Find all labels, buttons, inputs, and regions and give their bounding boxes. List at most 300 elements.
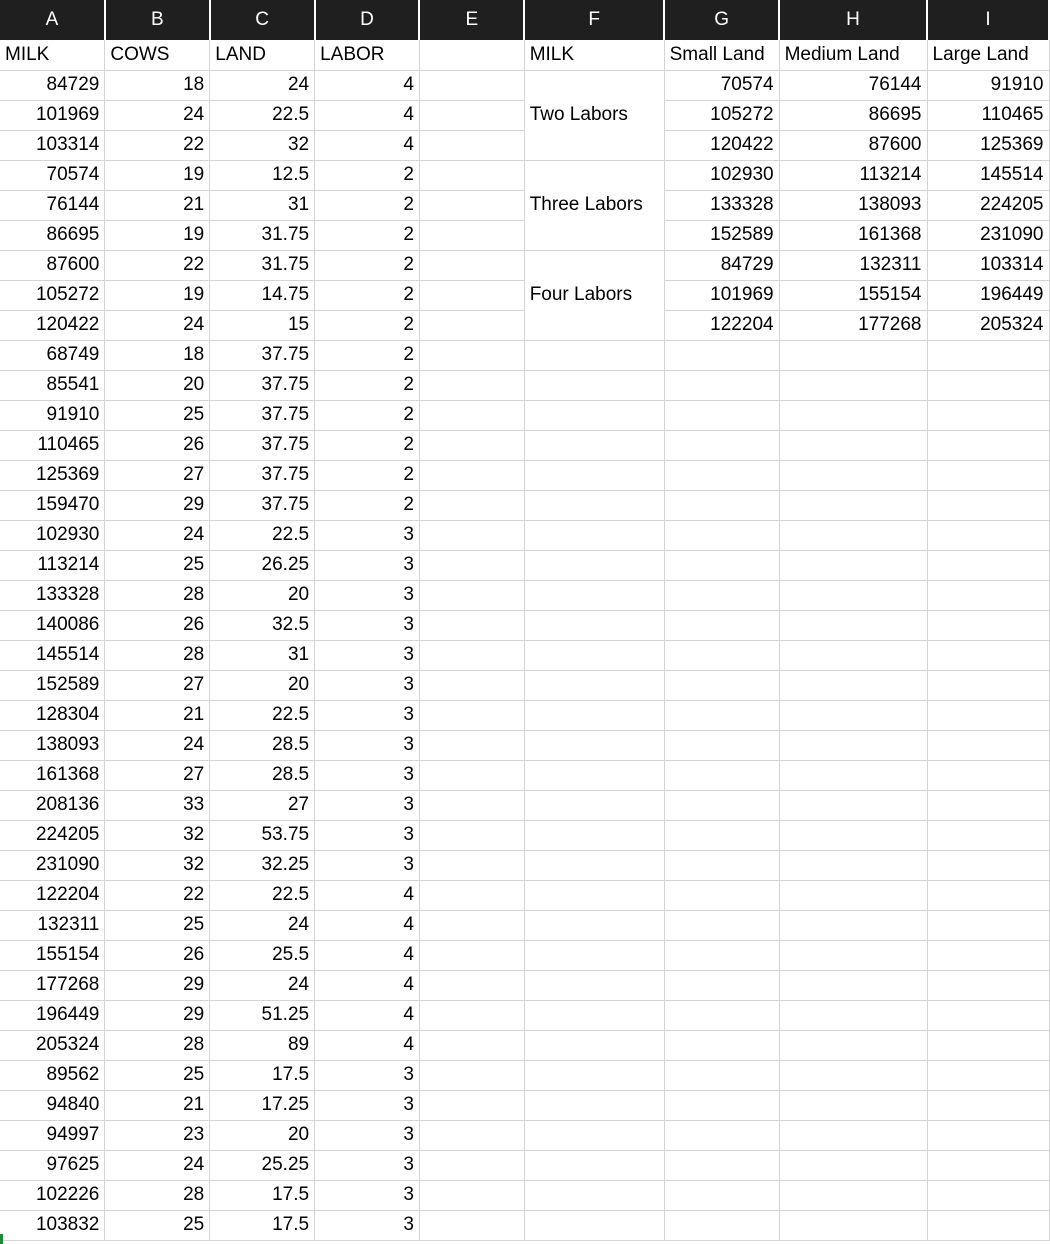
cell[interactable]: 31 [210, 640, 315, 670]
cell[interactable]: 4 [315, 70, 420, 100]
cell[interactable] [419, 730, 524, 760]
cell[interactable]: 122204 [0, 880, 105, 910]
cell[interactable] [419, 1030, 524, 1060]
cell[interactable] [927, 340, 1049, 370]
cell[interactable]: 87600 [0, 250, 105, 280]
cell[interactable] [779, 490, 927, 520]
cell[interactable] [419, 160, 524, 190]
cell[interactable] [419, 460, 524, 490]
cell[interactable] [419, 580, 524, 610]
cell[interactable] [419, 670, 524, 700]
cell[interactable] [664, 550, 779, 580]
cell[interactable] [419, 700, 524, 730]
cell[interactable]: 31 [210, 190, 315, 220]
cell[interactable]: 122204 [664, 310, 779, 340]
cell[interactable] [419, 1150, 524, 1180]
cell[interactable] [779, 730, 927, 760]
cell[interactable]: 24 [105, 1150, 210, 1180]
cell[interactable]: 27 [105, 670, 210, 700]
cell[interactable] [927, 370, 1049, 400]
cell[interactable]: 31.75 [210, 250, 315, 280]
cell[interactable] [664, 610, 779, 640]
cell[interactable] [779, 640, 927, 670]
header-cell-labor[interactable]: LABOR [315, 40, 420, 70]
cell[interactable]: 26 [105, 940, 210, 970]
cell[interactable] [419, 490, 524, 520]
cell[interactable]: 20 [210, 580, 315, 610]
cell[interactable]: 25 [105, 910, 210, 940]
cell[interactable]: 159470 [0, 490, 105, 520]
cell[interactable]: 18 [105, 70, 210, 100]
cell[interactable] [664, 1210, 779, 1240]
cell[interactable]: 3 [315, 610, 420, 640]
cell[interactable] [419, 850, 524, 880]
cell[interactable]: 24 [105, 310, 210, 340]
cell[interactable] [664, 1180, 779, 1210]
cell[interactable]: 3 [315, 1090, 420, 1120]
cell[interactable] [524, 550, 664, 580]
cell[interactable]: 29 [105, 490, 210, 520]
cell[interactable]: 32 [210, 130, 315, 160]
cell[interactable] [524, 1210, 664, 1240]
group-label-cell[interactable] [524, 130, 664, 160]
cell[interactable] [927, 1180, 1049, 1210]
cell[interactable] [524, 430, 664, 460]
cell[interactable] [664, 520, 779, 550]
cell[interactable]: 87600 [779, 130, 927, 160]
cell[interactable] [524, 1030, 664, 1060]
cell[interactable] [419, 130, 524, 160]
cell[interactable]: 37.75 [210, 400, 315, 430]
cell[interactable] [419, 280, 524, 310]
cell[interactable]: 113214 [779, 160, 927, 190]
cell[interactable]: 22 [105, 880, 210, 910]
cell[interactable]: 19 [105, 220, 210, 250]
cell[interactable] [664, 760, 779, 790]
cell[interactable] [779, 520, 927, 550]
cell[interactable] [524, 1120, 664, 1150]
cell[interactable]: 125369 [927, 130, 1049, 160]
cell[interactable] [524, 760, 664, 790]
cell[interactable]: 29 [105, 1000, 210, 1030]
cell[interactable]: 91910 [927, 70, 1049, 100]
cell[interactable]: 89 [210, 1030, 315, 1060]
cell[interactable]: 102930 [0, 520, 105, 550]
cell[interactable] [779, 1180, 927, 1210]
cell[interactable]: 32 [105, 850, 210, 880]
cell[interactable]: 161368 [779, 220, 927, 250]
cell[interactable] [664, 850, 779, 880]
cell[interactable]: 103832 [0, 1210, 105, 1240]
group-label-cell[interactable] [524, 220, 664, 250]
cell[interactable]: 17.5 [210, 1210, 315, 1240]
cell[interactable]: 145514 [927, 160, 1049, 190]
cell[interactable] [419, 1090, 524, 1120]
header-cell-milk[interactable]: MILK [0, 40, 105, 70]
cell[interactable]: 25 [105, 1060, 210, 1090]
cell[interactable]: 2 [315, 340, 420, 370]
cell[interactable] [779, 820, 927, 850]
cell[interactable] [419, 100, 524, 130]
cell[interactable]: 3 [315, 1210, 420, 1240]
cell[interactable]: 89562 [0, 1060, 105, 1090]
cell[interactable]: 103314 [0, 130, 105, 160]
cell[interactable]: 155154 [0, 940, 105, 970]
cell[interactable] [779, 910, 927, 940]
cell[interactable] [419, 790, 524, 820]
cell[interactable]: 3 [315, 1180, 420, 1210]
cell[interactable] [524, 340, 664, 370]
cell[interactable] [524, 1090, 664, 1120]
cell[interactable] [779, 700, 927, 730]
cell[interactable] [664, 700, 779, 730]
cell[interactable]: 101969 [664, 280, 779, 310]
group-label-cell[interactable] [524, 250, 664, 280]
cell[interactable] [927, 1090, 1049, 1120]
cell[interactable] [779, 880, 927, 910]
cell[interactable]: 2 [315, 460, 420, 490]
cell[interactable] [927, 1030, 1049, 1060]
cell[interactable] [664, 820, 779, 850]
cell[interactable] [419, 70, 524, 100]
header-cell-small-land[interactable]: Small Land [664, 40, 779, 70]
cell[interactable]: 20 [105, 370, 210, 400]
cell[interactable] [779, 1120, 927, 1150]
cell[interactable] [779, 850, 927, 880]
cell[interactable] [779, 340, 927, 370]
cell[interactable] [524, 670, 664, 700]
cell[interactable] [524, 910, 664, 940]
cell[interactable] [524, 640, 664, 670]
cell[interactable]: 53.75 [210, 820, 315, 850]
cell[interactable]: 4 [315, 1000, 420, 1030]
cell[interactable]: 14.75 [210, 280, 315, 310]
cell[interactable] [419, 40, 524, 70]
cell[interactable]: 24 [210, 910, 315, 940]
cell[interactable]: 32.25 [210, 850, 315, 880]
cell[interactable] [419, 1120, 524, 1150]
cell[interactable]: 27 [210, 790, 315, 820]
cell[interactable]: 20 [210, 1120, 315, 1150]
cell[interactable] [524, 940, 664, 970]
cell[interactable]: 94840 [0, 1090, 105, 1120]
group-label-cell[interactable] [524, 70, 664, 100]
cell[interactable]: 85541 [0, 370, 105, 400]
cell[interactable]: 2 [315, 400, 420, 430]
cell[interactable]: 231090 [927, 220, 1049, 250]
cell[interactable]: 84729 [0, 70, 105, 100]
cell[interactable]: 145514 [0, 640, 105, 670]
cell[interactable] [927, 910, 1049, 940]
cell[interactable]: 18 [105, 340, 210, 370]
cell[interactable] [779, 790, 927, 820]
cell[interactable] [419, 1000, 524, 1030]
cell[interactable]: 32 [105, 820, 210, 850]
cell[interactable] [419, 250, 524, 280]
cell[interactable] [419, 910, 524, 940]
cell[interactable]: 113214 [0, 550, 105, 580]
cell[interactable]: 21 [105, 1090, 210, 1120]
cell[interactable]: 3 [315, 640, 420, 670]
cell[interactable]: 17.5 [210, 1180, 315, 1210]
cell[interactable]: 3 [315, 580, 420, 610]
cell[interactable] [419, 880, 524, 910]
cell[interactable] [779, 430, 927, 460]
cell[interactable]: 37.75 [210, 370, 315, 400]
cell[interactable] [927, 760, 1049, 790]
cell[interactable] [419, 1060, 524, 1090]
cell[interactable] [524, 580, 664, 610]
cell[interactable]: 205324 [0, 1030, 105, 1060]
cell[interactable] [524, 370, 664, 400]
cell[interactable]: 120422 [664, 130, 779, 160]
cell[interactable] [419, 640, 524, 670]
cell[interactable] [664, 490, 779, 520]
cell[interactable]: 120422 [0, 310, 105, 340]
header-cell-milk-right[interactable]: MILK [524, 40, 664, 70]
cell[interactable]: 140086 [0, 610, 105, 640]
cell[interactable]: 21 [105, 700, 210, 730]
cell[interactable]: 3 [315, 820, 420, 850]
cell[interactable] [927, 580, 1049, 610]
cell[interactable] [419, 310, 524, 340]
cell[interactable]: 125369 [0, 460, 105, 490]
cell[interactable]: 76144 [779, 70, 927, 100]
cell[interactable] [664, 460, 779, 490]
cell[interactable] [419, 220, 524, 250]
cell[interactable]: 94997 [0, 1120, 105, 1150]
cell[interactable] [419, 970, 524, 1000]
cell[interactable]: 86695 [0, 220, 105, 250]
cell[interactable]: 4 [315, 1030, 420, 1060]
cell[interactable]: 24 [105, 730, 210, 760]
cell[interactable]: 26.25 [210, 550, 315, 580]
cell[interactable]: 22.5 [210, 520, 315, 550]
cell[interactable]: 97625 [0, 1150, 105, 1180]
cell[interactable] [524, 1180, 664, 1210]
cell[interactable] [419, 1180, 524, 1210]
cell[interactable] [779, 1210, 927, 1240]
cell[interactable]: 22 [105, 130, 210, 160]
cell[interactable]: 33 [105, 790, 210, 820]
cell[interactable]: 4 [315, 880, 420, 910]
cell[interactable] [927, 430, 1049, 460]
cell[interactable]: 23 [105, 1120, 210, 1150]
cell[interactable] [664, 910, 779, 940]
cell[interactable]: 105272 [664, 100, 779, 130]
cell[interactable] [419, 400, 524, 430]
cell[interactable]: 133328 [664, 190, 779, 220]
cell[interactable] [524, 460, 664, 490]
cell[interactable]: 22 [105, 250, 210, 280]
cell[interactable]: 2 [315, 430, 420, 460]
cell[interactable] [524, 400, 664, 430]
cell[interactable] [524, 490, 664, 520]
cell[interactable] [779, 550, 927, 580]
cell[interactable]: 102930 [664, 160, 779, 190]
cell[interactable] [664, 580, 779, 610]
group-label-cell[interactable] [524, 310, 664, 340]
cell[interactable]: 132311 [0, 910, 105, 940]
cell[interactable] [927, 970, 1049, 1000]
cell[interactable] [779, 940, 927, 970]
cell[interactable]: 2 [315, 220, 420, 250]
cell[interactable]: 101969 [0, 100, 105, 130]
cell[interactable]: 132311 [779, 250, 927, 280]
cell[interactable]: 19 [105, 160, 210, 190]
cell[interactable]: 224205 [0, 820, 105, 850]
cell[interactable]: 152589 [0, 670, 105, 700]
cell[interactable] [524, 970, 664, 1000]
cell[interactable] [779, 760, 927, 790]
cell[interactable]: 28 [105, 640, 210, 670]
cell[interactable] [927, 880, 1049, 910]
cell[interactable] [927, 790, 1049, 820]
column-header-i[interactable]: I [927, 0, 1049, 40]
cell[interactable]: 2 [315, 370, 420, 400]
cell[interactable] [419, 520, 524, 550]
cell[interactable]: 15 [210, 310, 315, 340]
group-label-cell[interactable] [524, 160, 664, 190]
cell[interactable] [927, 1000, 1049, 1030]
cell[interactable]: 2 [315, 190, 420, 220]
column-header-f[interactable]: F [524, 0, 664, 40]
cell[interactable] [664, 640, 779, 670]
cell[interactable]: 4 [315, 970, 420, 1000]
cell[interactable] [927, 1060, 1049, 1090]
cell[interactable]: 27 [105, 760, 210, 790]
cell[interactable]: 2 [315, 310, 420, 340]
cell[interactable] [927, 460, 1049, 490]
cell[interactable]: 28 [105, 1180, 210, 1210]
cell[interactable]: 138093 [0, 730, 105, 760]
cell[interactable] [927, 640, 1049, 670]
cell[interactable]: 24 [210, 970, 315, 1000]
cell[interactable] [779, 400, 927, 430]
cell[interactable] [664, 730, 779, 760]
cell[interactable]: 24 [105, 520, 210, 550]
cell[interactable] [524, 1060, 664, 1090]
cell[interactable] [524, 850, 664, 880]
cell[interactable]: 4 [315, 130, 420, 160]
column-header-b[interactable]: B [105, 0, 210, 40]
cell[interactable]: 152589 [664, 220, 779, 250]
cell[interactable]: 2 [315, 490, 420, 520]
cell[interactable]: 24 [210, 70, 315, 100]
cell[interactable]: 102226 [0, 1180, 105, 1210]
cell[interactable] [927, 550, 1049, 580]
cell[interactable]: 3 [315, 1150, 420, 1180]
cell[interactable] [927, 850, 1049, 880]
cell[interactable]: 2 [315, 160, 420, 190]
cell[interactable] [524, 610, 664, 640]
cell[interactable]: 4 [315, 100, 420, 130]
cell[interactable] [664, 970, 779, 1000]
cell[interactable] [419, 610, 524, 640]
cell[interactable]: 22.5 [210, 100, 315, 130]
cell[interactable]: 3 [315, 520, 420, 550]
cell[interactable]: 3 [315, 730, 420, 760]
cell[interactable]: 22.5 [210, 700, 315, 730]
column-header-c[interactable]: C [210, 0, 315, 40]
cell[interactable]: 22.5 [210, 880, 315, 910]
cell[interactable]: 205324 [927, 310, 1049, 340]
cell[interactable]: 25 [105, 1210, 210, 1240]
cell[interactable]: 26 [105, 430, 210, 460]
cell[interactable] [664, 430, 779, 460]
cell[interactable] [419, 340, 524, 370]
cell[interactable] [664, 790, 779, 820]
cell[interactable] [779, 580, 927, 610]
cell[interactable] [779, 970, 927, 1000]
cell[interactable]: 76144 [0, 190, 105, 220]
cell[interactable] [664, 880, 779, 910]
cell[interactable]: 3 [315, 670, 420, 700]
cell[interactable]: 37.75 [210, 460, 315, 490]
cell[interactable]: 155154 [779, 280, 927, 310]
cell[interactable] [664, 1030, 779, 1060]
cell[interactable]: 3 [315, 1060, 420, 1090]
cell[interactable]: 128304 [0, 700, 105, 730]
cell[interactable]: 25.5 [210, 940, 315, 970]
cell[interactable]: 25.25 [210, 1150, 315, 1180]
cell[interactable] [927, 520, 1049, 550]
cell[interactable]: 133328 [0, 580, 105, 610]
cell[interactable] [664, 940, 779, 970]
cell[interactable]: 3 [315, 700, 420, 730]
cell[interactable] [927, 490, 1049, 520]
cell[interactable]: 3 [315, 550, 420, 580]
column-header-h[interactable]: H [779, 0, 927, 40]
header-cell-large-land[interactable]: Large Land [927, 40, 1049, 70]
cell[interactable] [419, 760, 524, 790]
cell[interactable] [664, 1150, 779, 1180]
cell[interactable]: 28.5 [210, 760, 315, 790]
cell[interactable]: 2 [315, 250, 420, 280]
cell[interactable] [524, 820, 664, 850]
cell[interactable]: 84729 [664, 250, 779, 280]
cell[interactable] [664, 1000, 779, 1030]
cell[interactable]: 224205 [927, 190, 1049, 220]
header-cell-medium-land[interactable]: Medium Land [779, 40, 927, 70]
cell[interactable]: 28 [105, 580, 210, 610]
cell[interactable] [779, 1090, 927, 1120]
cell[interactable]: 231090 [0, 850, 105, 880]
cell[interactable]: 19 [105, 280, 210, 310]
header-cell-cows[interactable]: COWS [105, 40, 210, 70]
cell[interactable]: 25 [105, 550, 210, 580]
cell[interactable] [779, 1000, 927, 1030]
cell[interactable]: 12.5 [210, 160, 315, 190]
cell[interactable] [664, 340, 779, 370]
cell[interactable] [524, 790, 664, 820]
cell[interactable] [779, 460, 927, 490]
cell[interactable]: 32.5 [210, 610, 315, 640]
cell[interactable] [419, 370, 524, 400]
cell[interactable]: 37.75 [210, 490, 315, 520]
cell[interactable]: 3 [315, 790, 420, 820]
column-header-d[interactable]: D [315, 0, 420, 40]
cell[interactable]: 196449 [927, 280, 1049, 310]
column-header-a[interactable]: A [0, 0, 105, 40]
cell[interactable] [927, 1120, 1049, 1150]
cell[interactable]: 26 [105, 610, 210, 640]
cell[interactable]: 31.75 [210, 220, 315, 250]
cell[interactable] [927, 670, 1049, 700]
cell[interactable]: 110465 [0, 430, 105, 460]
cell[interactable] [779, 1030, 927, 1060]
cell[interactable]: 3 [315, 1120, 420, 1150]
